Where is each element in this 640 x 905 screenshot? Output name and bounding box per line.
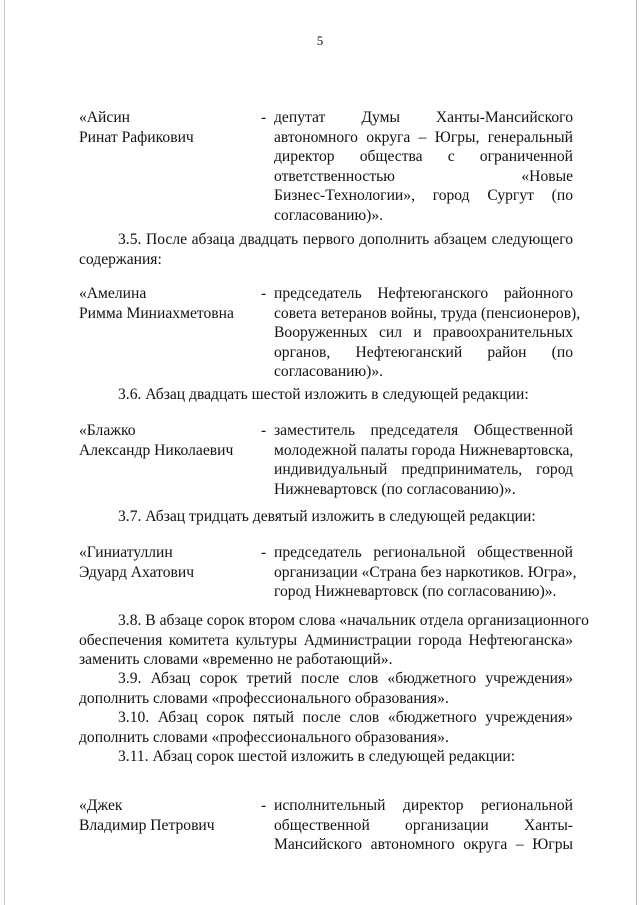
description-line: совета ветеранов войны, труда (пенсионеров),: [274, 304, 581, 322]
entry-dash: -: [261, 422, 267, 439]
amendment-paragraph-3-6: [79, 385, 573, 405]
amendment-paragraph-3-8: [79, 611, 589, 670]
entry-dash: -: [261, 797, 267, 814]
entry-dash: -: [261, 109, 267, 126]
member-name: «Гиниатуллин Эдуард Ахатович: [79, 544, 195, 581]
description-line: органов, Нефтеюганский район (по: [274, 343, 573, 361]
description-line: автономного округа – Югры, генеральный: [274, 128, 573, 146]
description-line: ответственностью «Новые: [274, 167, 573, 185]
description-line: общественной организации Ханты-: [274, 816, 573, 834]
description-line: председатель региональной общественной: [274, 544, 573, 561]
description-line: Мансийского автономного округа – Югры: [274, 836, 573, 853]
member-description: [274, 284, 581, 382]
paragraph-line: заменить словами «временно не работающий».: [79, 651, 393, 668]
description-line: согласованию)».: [274, 363, 384, 380]
member-name: «Блажко Александр Николаевич: [79, 422, 234, 459]
paragraph-line: 3.7. Абзац тридцать девятый изложить в следующей редакции:: [118, 508, 536, 525]
paragraph-line: 3.11. Абзац сорок шестой изложить в следующей редакции:: [118, 748, 516, 765]
description-line: депутат Думы Ханты-Мансийского: [274, 109, 573, 126]
amendment-paragraph-3-9: [79, 669, 573, 708]
paragraph-line: 3.8. В абзаце сорок втором слова «начальник отдела организационного: [118, 612, 589, 629]
description-line: город Нижневартовск (по согласованию)».: [274, 583, 557, 600]
amendment-paragraph-3-10: [79, 708, 573, 747]
amendment-paragraph-3-7: [79, 507, 573, 527]
member-description: [274, 543, 577, 602]
paragraph-line: 3.6. Абзац двадцать шестой изложить в следующей редакции:: [118, 386, 529, 403]
member-name: «Амелина Римма Миниахметовна: [79, 285, 234, 322]
member-description: [274, 108, 573, 225]
member-description: [274, 796, 573, 855]
description-line: Нижневартовск (по согласованию)».: [274, 480, 516, 498]
page-number: 5: [316, 33, 324, 48]
entry-dash: -: [261, 544, 267, 561]
description-line: директор общества с ограниченной: [274, 148, 573, 165]
paragraph-line: 3.9. Абзац сорок третий после слов «бюджетного учреждения»: [118, 670, 573, 687]
paragraph-line: дополнить словами «профессионального образования».: [79, 728, 449, 746]
entry-dash: -: [261, 285, 267, 302]
member-name: «Айсин Ринат Рафикович: [79, 109, 194, 146]
description-line: Бизнес-Технологии», город Сургут (по: [274, 187, 573, 204]
description-line: индивидуальный предприниматель, город: [274, 461, 573, 478]
paragraph-line: содержания:: [79, 250, 162, 268]
member-description: [274, 421, 573, 499]
description-line: организации «Страна без наркотиков. Югра»,: [274, 563, 577, 581]
description-line: исполнительный директор региональной: [274, 797, 573, 814]
amendment-paragraph-3-5: [79, 230, 573, 269]
description-line: согласованию)».: [274, 206, 384, 224]
description-line: председатель Нефтеюганского районного: [274, 285, 573, 302]
paragraph-line: 3.5. После абзаца двадцать первого дополнить абзацем следующего: [118, 231, 573, 248]
paragraph-line: дополнить словами «профессионального образования».: [79, 689, 449, 707]
scan-edge-right: [636, 0, 637, 905]
amendment-paragraph-3-11: [79, 747, 573, 767]
member-name: «Джек Владимир Петрович: [79, 797, 215, 834]
scan-edge-left: [4, 0, 5, 905]
description-line: молодежной палаты города Нижневартовска,: [274, 441, 574, 459]
paragraph-line: обеспечения комитета культуры Администрации города Нефтеюганска»: [79, 631, 573, 649]
description-line: Вооруженных сил и правоохранительных: [274, 324, 573, 341]
description-line: заместитель председателя Общественной: [274, 422, 573, 439]
paragraph-line: 3.10. Абзац сорок пятый после слов «бюджетного учреждения»: [118, 709, 573, 726]
